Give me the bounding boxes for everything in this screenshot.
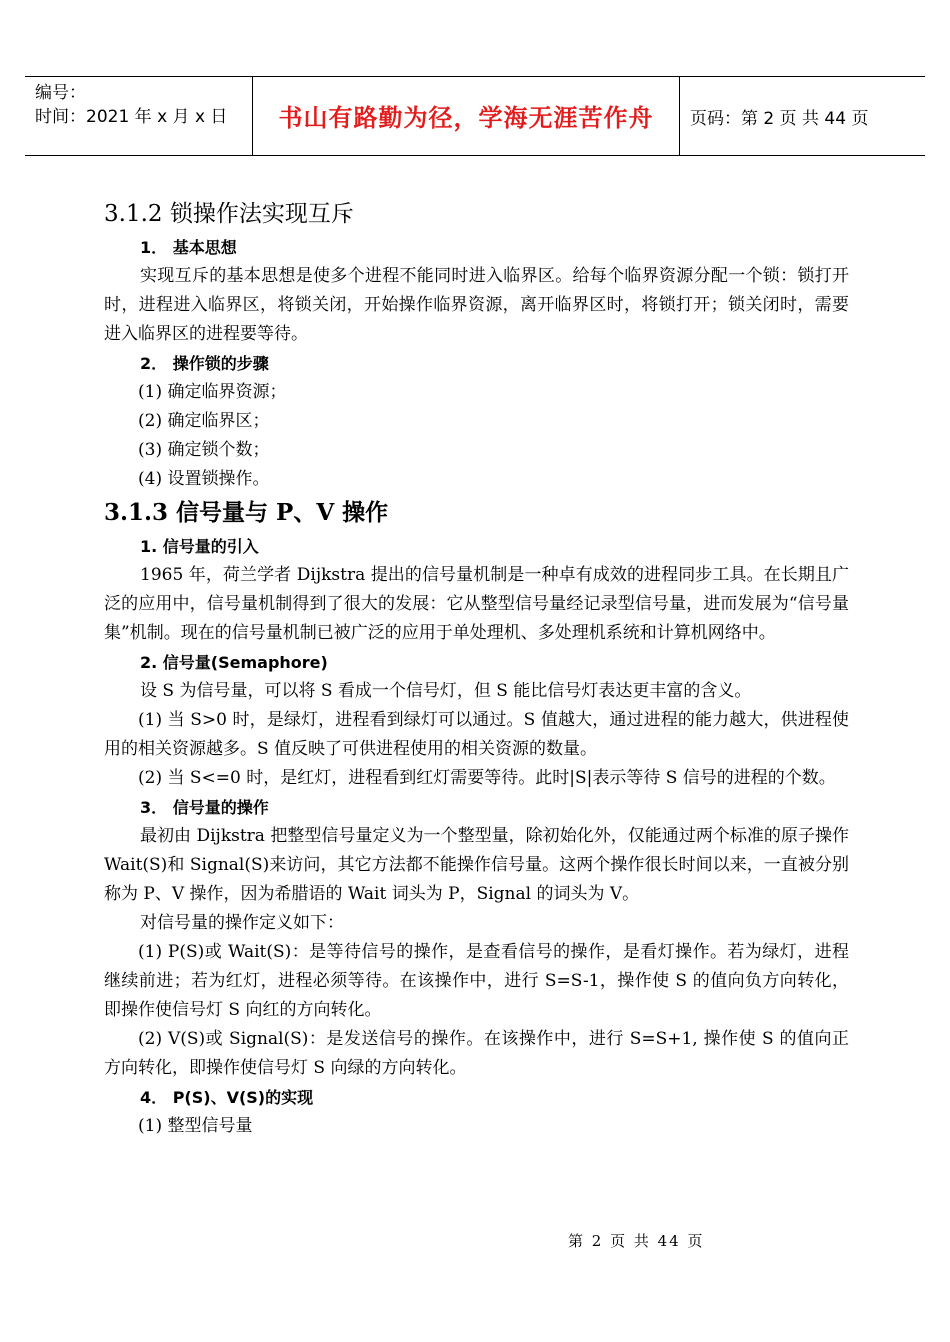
- subheading-semaphore-intro: 1. 信号量的引入: [140, 537, 259, 556]
- subheading-pv-impl: 4． P(S)、V(S)的实现: [140, 1088, 314, 1107]
- header-meta: [25, 77, 253, 155]
- paragraph: 1965 年，荷兰学者 Dijkstra 提出的信号量机制是一种卓有成效的进程同步工具。在长期且广泛的应用中，信号量机制得到了很大的发展：它从整型信号量经记录型信号量，进而发展为“信号量集”机制。现在的信号量机制已被广泛的应用于单处理机、多处理机系统和计算机网络中。: [104, 565, 849, 643]
- list-item: (1) 当 S>0 时，是绿灯，进程看到绿灯可以通过。S 值越大，通过进程的能力越大，供进程使用的相关资源越多。S 值反映了可供进程使用的相关资源的数量。: [104, 710, 849, 759]
- document-header: [25, 76, 925, 156]
- subheading-basic-idea: 1． 基本思想: [140, 238, 237, 257]
- list-item: (2) 确定临界区；: [138, 411, 270, 431]
- header-motto: 书山有路勤为径，学海无涯苦作舟: [253, 77, 680, 155]
- subheading-semaphore: 2. 信号量(Semaphore): [140, 653, 328, 672]
- page-footer: 第 2 页 共 44 页: [568, 1232, 705, 1250]
- list-item: (3) 确定锁个数；: [138, 440, 270, 460]
- list-item: (1) P(S)或 Wait(S)：是等待信号的操作，是查看信号的操作，是看灯操作。若为绿灯，进程继续前进；若为红灯，进程必须等待。在该操作中，进行 S=S-1，操作使 S 的值向负方向转化，即操作使信号灯 S 向红的方向转化。: [104, 942, 849, 1020]
- list-item: (1) 确定临界资源；: [138, 382, 287, 402]
- header-page-info: 页码：第 2 页 共 44 页: [690, 108, 869, 129]
- subheading-semaphore-ops: 3． 信号量的操作: [140, 798, 269, 817]
- list-item: (1) 整型信号量: [138, 1116, 253, 1136]
- document-body: [104, 195, 849, 1141]
- list-item: (2) V(S)或 Signal(S)：是发送信号的操作。在该操作中，进行 S=S+1, 操作使 S 的值向正方向转化，即操作使信号灯 S 向绿的方向转化。: [104, 1029, 849, 1078]
- list-item: (2) 当 S<=0 时，是红灯，进程看到红灯需要等待。此时|S|表示等待 S 信号的进程的个数。: [138, 768, 836, 788]
- section-title-3-1-3: 3.1.3 信号量与 P、V 操作: [104, 499, 389, 526]
- paragraph: 最初由 Dijkstra 把整型信号量定义为一个整型量，除初始化外，仅能通过两个标准的原子操作 Wait(S)和 Signal(S)来访问，其它方法都不能操作信号量。这两个操作很长时间以来，一直被分别称为 P、V 操作，因为希腊语的 Wait 词头为 P，Signal 的词头为 V。: [104, 826, 849, 904]
- list-item: (4) 设置锁操作。: [138, 469, 270, 489]
- time-label: 时间：2021 年 x 月 x 日: [35, 107, 228, 127]
- paragraph: 对信号量的操作定义如下：: [140, 913, 344, 933]
- paragraph: 设 S 为信号量，可以将 S 看成一个信号灯，但 S 能比信号灯表达更丰富的含义。: [140, 681, 752, 701]
- paragraph: 实现互斥的基本思想是使多个进程不能同时进入临界区。给每个临界资源分配一个锁：锁打开时，进程进入临界区，将锁关闭，开始操作临界资源，离开临界区时，将锁打开；锁关闭时，需要进入临界区的进程要等待。: [104, 266, 849, 344]
- subheading-lock-steps: 2． 操作锁的步骤: [140, 354, 269, 373]
- number-label: 编号：: [35, 83, 86, 103]
- section-title-3-1-2: 3.1.2 锁操作法实现互斥: [104, 201, 354, 227]
